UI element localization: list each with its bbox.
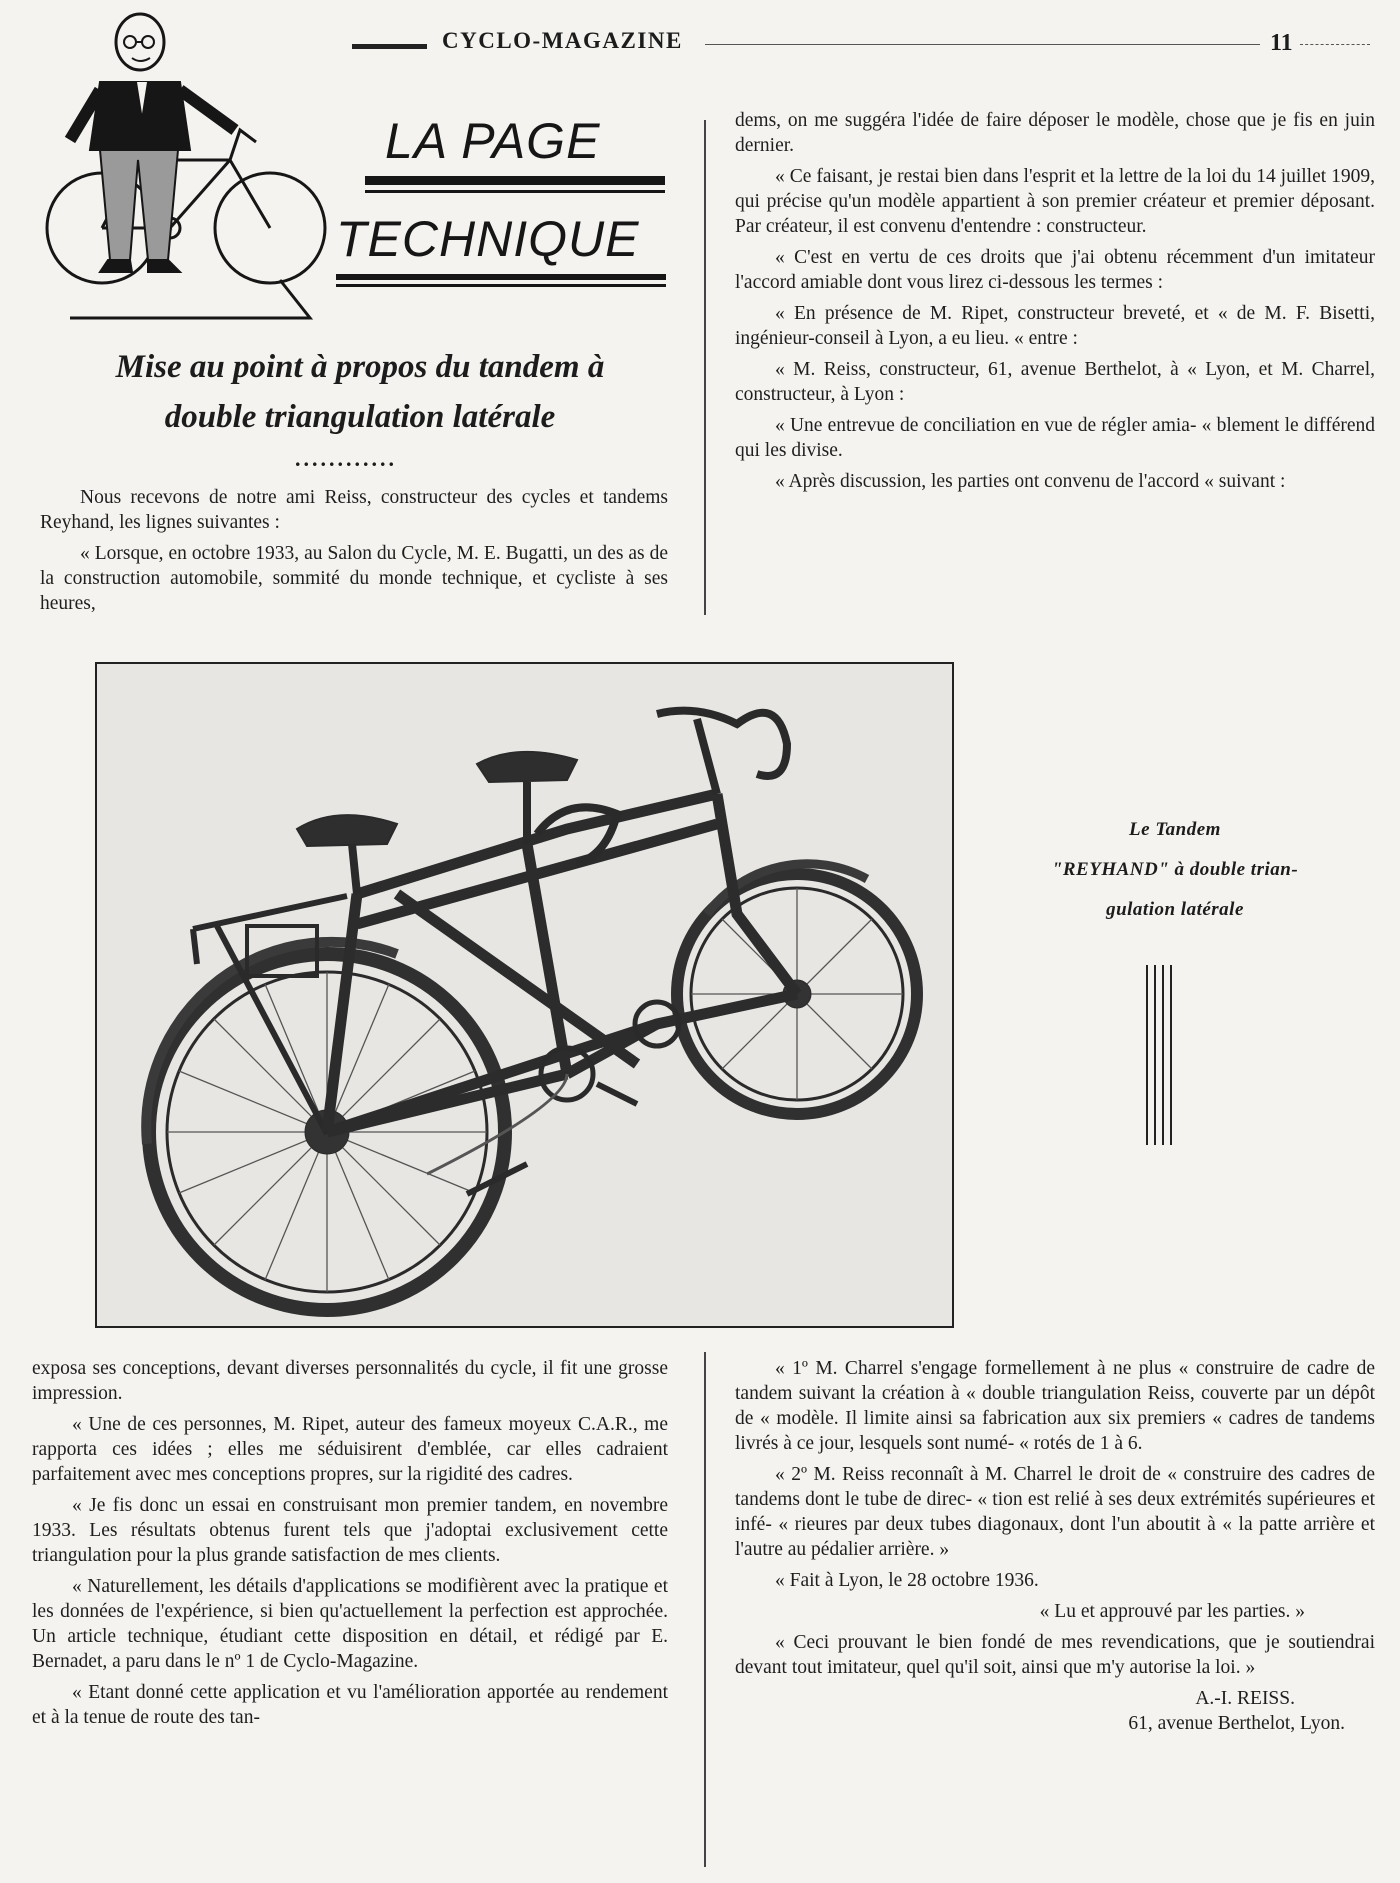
running-head-rule-end [1300,44,1370,45]
paragraph: « Lorsque, en octobre 1933, au Salon du Cycle, M. E. Bugatti, un des as de la construction automobile, sommité du monde technique, et cycliste à ses heures, [40,543,668,614]
paragraph: « M. Reiss, constructeur, 61, avenue Berthelot, à « Lyon, et M. Charrel, constructeur, à Lyon : [735,359,1375,405]
column-divider-top [704,120,706,615]
title-rule-bottom-thick [336,274,666,280]
paragraph: « Lu et approuvé par les parties. » [1039,1601,1305,1622]
paragraph: « En présence de M. Ripet, constructeur breveté, et « de M. F. Bisetti, ingénieur-conseil à Lyon, a eu lieu. « entre : [735,303,1375,349]
caption-line: Le Tandem [1129,819,1221,840]
magazine-title: CYCLO-MAGAZINE [442,28,683,53]
running-head-rule-right [705,44,1260,45]
figure-caption [1010,810,1340,930]
column-top-left [40,485,668,622]
paragraph: « Naturellement, les détails d'applications se modifièrent avec la pratique et les données de l'expérience, si bien qu'actuellement la perfection est approchée. Un article technique, étudiant cette disposition en détail, et rédigé par E. Bernadet, a paru dans le nº 1 de Cyclo-Magazine. [32,1576,668,1672]
paragraph: « Une entrevue de conciliation en vue de régler amia- « blement le différend qui les divise. [735,415,1375,461]
section-title-line1: LA PAGE [385,113,601,169]
signature-address: 61, avenue Berthelot, Lyon. [1128,1713,1345,1734]
column-divider-bottom [704,1352,706,1867]
paragraph: exposa ses conceptions, devant diverses personnalités du cycle, il fit une grosse impression. [32,1358,668,1404]
paragraph: « Je fis donc un essai en construisant mon premier tandem, en novembre 1933. Les résultats obtenus furent tels que j'adoptai exclusivement cette triangulation pour la plus grande satisfaction de mes clients. [32,1495,668,1566]
signature-name: A.-I. REISS. [1195,1688,1295,1709]
page-number: 11 [1270,30,1293,56]
title-rule-thin [365,190,665,193]
article-headline-line2: double triangulation latérale [164,399,556,435]
running-head-rule-left [352,44,427,49]
caption-line: gulation latérale [1106,899,1244,920]
paragraph: « 2º M. Reiss reconnaît à M. Charrel le droit de « construire des cadres de tandems dont le tube de direc- « tion est relié à ses deux extrémités supérieures et infé- « rieures par deux tubes diagonaux, dont l'un aboutit à « la patte arrière et l'autre au pédalier arrière. » [735,1464,1375,1560]
paragraph: « Après discussion, les parties ont convenu de l'accord « suivant : [775,471,1286,492]
paragraph: « Une de ces personnes, M. Ripet, auteur des fameux moyeux C.A.R., me rapporta ces idées ; elles me séduisirent d'emblée, car elles cadraient parfaitement avec mes conceptions propres, sur la rigidité des cadres. [32,1414,668,1485]
caption-line: "REYHAND" à double trian- [1051,859,1299,880]
paragraph: « 1º M. Charrel s'engage formellement à ne plus « construire de cadre de tandem suivant la création à « double triangulation Reiss, couverte par un dépôt de « modèle. Il limite ainsi sa fabrication aux six premiers « cadres de tandems livrés à ce jour, lesquels sont numé- « rotés de 1 à 6. [735,1358,1375,1454]
article-headline-line1: Mise au point à propos du tandem à [115,349,605,385]
title-rule-thick [365,176,665,185]
tandem-bicycle-illustration [97,664,952,1326]
paragraph: « Fait à Lyon, le 28 octobre 1936. [775,1570,1039,1591]
column-bottom-left [32,1356,668,1736]
paragraph: « Ce faisant, je restai bien dans l'esprit et la lettre de la loi du 14 juillet 1909, qui précise qu'un modèle appartient à son premier créateur et premier déposant. Par créateur, il est convenu d'entendre : constructeur. [735,166,1375,237]
paragraph: « Ceci prouvant le bien fondé de mes revendications, que je soutiendrai devant tout imitateur, quel qu'il soit, ainsi que m'y autorise la loi. » [735,1632,1375,1678]
paragraph: dems, on me suggéra l'idée de faire déposer le modèle, chose que je fis en juin dernier. [735,110,1375,156]
paragraph: Nous recevons de notre ami Reiss, constructeur des cycles et tandems Reyhand, les lignes suivantes : [40,487,668,533]
headline-separator: ............ [295,446,397,471]
paragraph: « C'est en vertu de ces droits que j'ai obtenu récemment d'un imitateur l'accord amiable dont vous lirez ci-dessous les termes : [735,247,1375,293]
column-bottom-right [735,1356,1375,1736]
section-title-line2: TECHNIQUE [336,211,640,267]
column-top-right [735,108,1375,500]
cyclist-cartoon-illustration [30,10,335,330]
paragraph: « Etant donné cette application et vu l'amélioration apportée au rendement et à la tenue de route des tan- [32,1682,668,1728]
title-rule-bottom-thin [336,284,666,287]
tandem-photograph [95,662,954,1328]
